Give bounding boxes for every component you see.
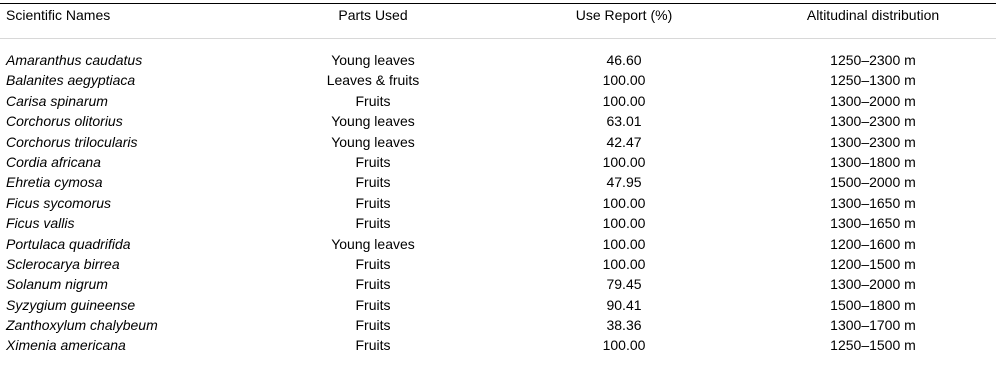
cell-scientific-name: Ehretia cymosa bbox=[6, 174, 103, 191]
cell-altitudinal-distribution: 1300–2000 m bbox=[830, 92, 916, 109]
cell-use-report: 100.00 bbox=[602, 235, 646, 252]
table-row bbox=[0, 71, 996, 91]
cell-altitudinal-distribution: 1300–1650 m bbox=[830, 194, 916, 211]
header-use-report: Use Report (%) bbox=[575, 7, 673, 23]
cell-parts-used: Fruits bbox=[355, 276, 391, 293]
cell-scientific-name: Sclerocarya birrea bbox=[6, 255, 120, 272]
table-row bbox=[0, 92, 996, 112]
cell-altitudinal-distribution: 1200–1500 m bbox=[830, 255, 916, 272]
table-row bbox=[0, 296, 996, 316]
table-row bbox=[0, 112, 996, 132]
cell-parts-used: Fruits bbox=[355, 215, 391, 232]
table-row bbox=[0, 255, 996, 275]
cell-scientific-name: Corchorus trilocularis bbox=[6, 133, 138, 150]
cell-use-report: 79.45 bbox=[606, 276, 642, 293]
cell-parts-used: Fruits bbox=[355, 255, 391, 272]
cell-scientific-name: Portulaca quadrifida bbox=[6, 235, 131, 252]
table-row bbox=[0, 153, 996, 173]
header-scientific-names: Scientific Names bbox=[6, 7, 111, 23]
table-body bbox=[0, 51, 996, 357]
cell-use-report: 38.36 bbox=[606, 317, 642, 334]
header-altitudinal-distribution: Altitudinal distribution bbox=[806, 7, 940, 23]
cell-altitudinal-distribution: 1500–2000 m bbox=[830, 174, 916, 191]
cell-parts-used: Young leaves bbox=[331, 113, 415, 130]
cell-altitudinal-distribution: 1250–2300 m bbox=[830, 52, 916, 68]
cell-altitudinal-distribution: 1300–1800 m bbox=[830, 153, 916, 170]
header-rule bbox=[0, 38, 996, 39]
cell-scientific-name: Carisa spinarum bbox=[6, 92, 108, 109]
cell-use-report: 47.95 bbox=[606, 174, 642, 191]
cell-altitudinal-distribution: 1250–1500 m bbox=[830, 337, 916, 354]
table-row bbox=[0, 214, 996, 234]
cell-parts-used: Fruits bbox=[355, 174, 391, 191]
cell-parts-used: Fruits bbox=[355, 153, 391, 170]
cell-scientific-name: Syzygium guineense bbox=[6, 296, 136, 313]
table-row bbox=[0, 316, 996, 336]
table-row bbox=[0, 275, 996, 295]
cell-parts-used: Young leaves bbox=[331, 52, 415, 68]
cell-scientific-name: Balanites aegyptiaca bbox=[6, 72, 136, 89]
cell-scientific-name: Cordia africana bbox=[6, 153, 101, 170]
cell-use-report: 100.00 bbox=[602, 194, 646, 211]
table-row bbox=[0, 235, 996, 255]
cell-altitudinal-distribution: 1300–1700 m bbox=[830, 317, 916, 334]
cell-use-report: 42.47 bbox=[606, 133, 642, 150]
cell-altitudinal-distribution: 1200–1600 m bbox=[830, 235, 916, 252]
cell-use-report: 100.00 bbox=[602, 255, 646, 272]
cell-use-report: 100.00 bbox=[602, 215, 646, 232]
cell-altitudinal-distribution: 1300–2300 m bbox=[830, 133, 916, 150]
table-row bbox=[0, 336, 996, 356]
cell-parts-used: Fruits bbox=[355, 194, 391, 211]
cell-scientific-name: Corchorus olitorius bbox=[6, 113, 123, 130]
cell-altitudinal-distribution: 1300–2000 m bbox=[830, 276, 916, 293]
top-rule bbox=[0, 3, 996, 4]
cell-parts-used: Fruits bbox=[355, 317, 391, 334]
cell-altitudinal-distribution: 1500–1800 m bbox=[830, 296, 916, 313]
cell-use-report: 100.00 bbox=[602, 153, 646, 170]
cell-scientific-name: Zanthoxylum chalybeum bbox=[6, 317, 158, 334]
cell-parts-used: Fruits bbox=[355, 92, 391, 109]
cell-scientific-name: Ficus vallis bbox=[6, 215, 75, 232]
cell-use-report: 63.01 bbox=[606, 113, 642, 130]
header-parts-used: Parts Used bbox=[338, 7, 408, 23]
cell-parts-used: Leaves & fruits bbox=[326, 72, 420, 89]
cell-parts-used: Young leaves bbox=[331, 235, 415, 252]
cell-use-report: 90.41 bbox=[606, 296, 642, 313]
cell-scientific-name: Ximenia americana bbox=[6, 337, 126, 354]
cell-use-report: 46.60 bbox=[606, 52, 642, 68]
cell-parts-used: Young leaves bbox=[331, 133, 415, 150]
cell-altitudinal-distribution: 1250–1300 m bbox=[830, 72, 916, 89]
table-row bbox=[0, 194, 996, 214]
cell-use-report: 100.00 bbox=[602, 337, 646, 354]
cell-use-report: 100.00 bbox=[602, 92, 646, 109]
cell-scientific-name: Ficus sycomorus bbox=[6, 194, 112, 211]
table-row bbox=[0, 173, 996, 193]
table-row bbox=[0, 51, 996, 71]
cell-use-report: 100.00 bbox=[602, 72, 646, 89]
table-row bbox=[0, 133, 996, 153]
cell-parts-used: Fruits bbox=[355, 337, 391, 354]
table-header-row bbox=[0, 7, 996, 27]
cell-scientific-name: Solanum nigrum bbox=[6, 276, 108, 293]
cell-altitudinal-distribution: 1300–1650 m bbox=[830, 215, 916, 232]
cell-altitudinal-distribution: 1300–2300 m bbox=[830, 113, 916, 130]
cell-parts-used: Fruits bbox=[355, 296, 391, 313]
cell-scientific-name: Amaranthus caudatus bbox=[6, 52, 143, 68]
